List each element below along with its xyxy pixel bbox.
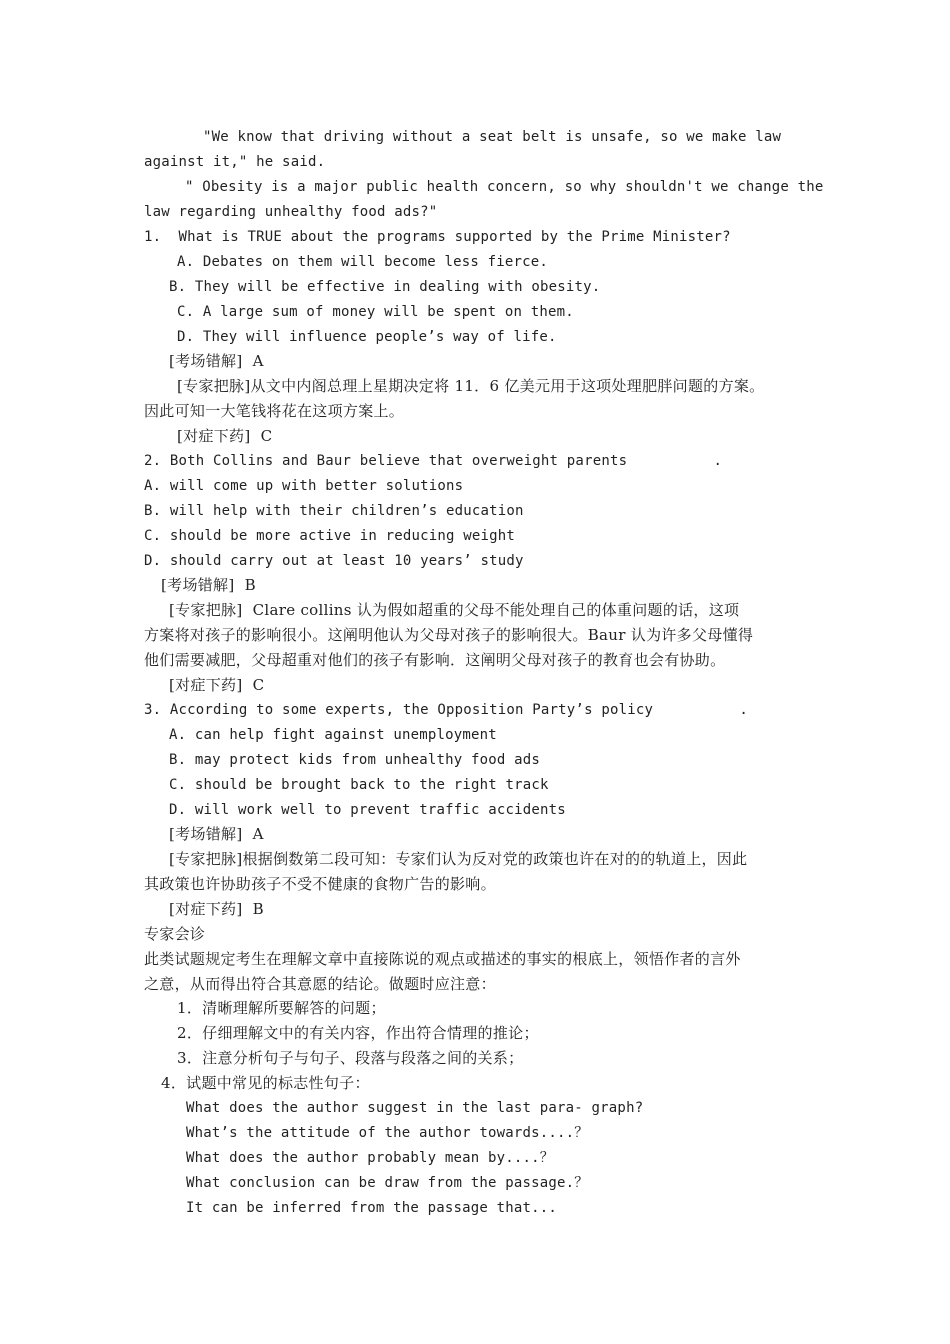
expert-analysis: [专家把脉] Clare collins 认为假如超重的父母不能处理自己的体重问题的话，这项 xyxy=(169,601,740,619)
answer-option: B. They will be effective in dealing with obesity. xyxy=(169,279,601,295)
question-stem: 2. Both Collins and Baur believe that overweight parents . xyxy=(144,453,723,469)
correct-answer-label: [对症下药] C xyxy=(169,676,265,694)
section-paragraph: 之意，从而得出符合其意愿的结论。做题时应注意： xyxy=(144,975,496,993)
example-question: What does the author suggest in the last para- graph? xyxy=(186,1100,644,1116)
passage-line: law regarding unhealthy food ads?" xyxy=(144,204,438,220)
expert-analysis: 他们需要减肥，父母超重对他们的孩子有影响．这阐明父母对孩子的教育也会有协助。 xyxy=(144,651,726,669)
question-stem: 1. What is TRUE about the programs supported by the Prime Minister? xyxy=(144,229,731,245)
expert-analysis: [专家把脉]从文中内阁总理上星期决定将 11．6 亿美元用于这项处理肥胖问题的方案。 xyxy=(177,377,765,395)
answer-option: D. They will influence people’s way of life. xyxy=(177,329,557,345)
wrong-answer-label: [考场错解] B xyxy=(161,576,256,594)
example-question: What’s the attitude of the author towards....？ xyxy=(186,1125,589,1141)
passage-line: "We know that driving without a seat belt is unsafe, so we make law xyxy=(203,129,782,145)
tip-item: 1．清晰理解所要解答的问题； xyxy=(177,999,386,1017)
section-heading: 专家会诊 xyxy=(144,925,206,943)
example-question: What conclusion can be draw from the passage.？ xyxy=(186,1175,589,1191)
answer-option: C. A large sum of money will be spent on them. xyxy=(177,304,574,320)
tip-item: 2．仔细理解文中的有关内容，作出符合情理的推论； xyxy=(177,1024,539,1042)
passage-line: " Obesity is a major public health concern, so why shouldn't we change the xyxy=(185,179,824,195)
passage-line: against it," he said. xyxy=(144,154,326,170)
example-question: What does the author probably mean by....？ xyxy=(186,1150,554,1166)
expert-analysis: 因此可知一大笔钱将花在这项方案上。 xyxy=(144,402,405,420)
expert-analysis: [专家把脉]根据倒数第二段可知：专家们认为反对党的政策也许在对的的轨道上，因此 xyxy=(169,850,748,868)
expert-analysis: 方案将对孩子的影响很小。这阐明他认为父母对孩子的影响很大。Baur 认为许多父母懂得 xyxy=(144,626,754,644)
answer-option: A. can help fight against unemployment xyxy=(169,727,497,743)
answer-option: D. should carry out at least 10 years’ study xyxy=(144,553,524,569)
answer-option: B. may protect kids from unhealthy food ads xyxy=(169,752,541,768)
example-question: It can be inferred from the passage that... xyxy=(186,1200,558,1216)
tip-item: 3．注意分析句子与句子、段落与段落之间的关系； xyxy=(177,1049,524,1067)
answer-option: C. should be more active in reducing weight xyxy=(144,528,516,544)
wrong-answer-label: [考场错解] A xyxy=(169,825,264,843)
section-paragraph: 此类试题规定考生在理解文章中直接陈说的观点或描述的事实的根底上，领悟作者的言外 xyxy=(144,950,741,968)
correct-answer-label: [对症下药] C xyxy=(177,427,273,445)
tip-item: 4．试题中常见的标志性句子： xyxy=(161,1074,370,1092)
expert-analysis: 其政策也许协助孩子不受不健康的食物广告的影响。 xyxy=(144,875,496,893)
wrong-answer-label: [考场错解] A xyxy=(169,352,264,370)
answer-option: D. will work well to prevent traffic accidents xyxy=(169,802,566,818)
answer-option: B. will help with their children’s education xyxy=(144,503,524,519)
question-stem: 3. According to some experts, the Opposition Party’s policy . xyxy=(144,702,749,718)
answer-option: A. Debates on them will become less fierce. xyxy=(177,254,549,270)
answer-option: C. should be brought back to the right track xyxy=(169,777,549,793)
correct-answer-label: [对症下药] B xyxy=(169,900,264,918)
answer-option: A. will come up with better solutions xyxy=(144,478,464,494)
